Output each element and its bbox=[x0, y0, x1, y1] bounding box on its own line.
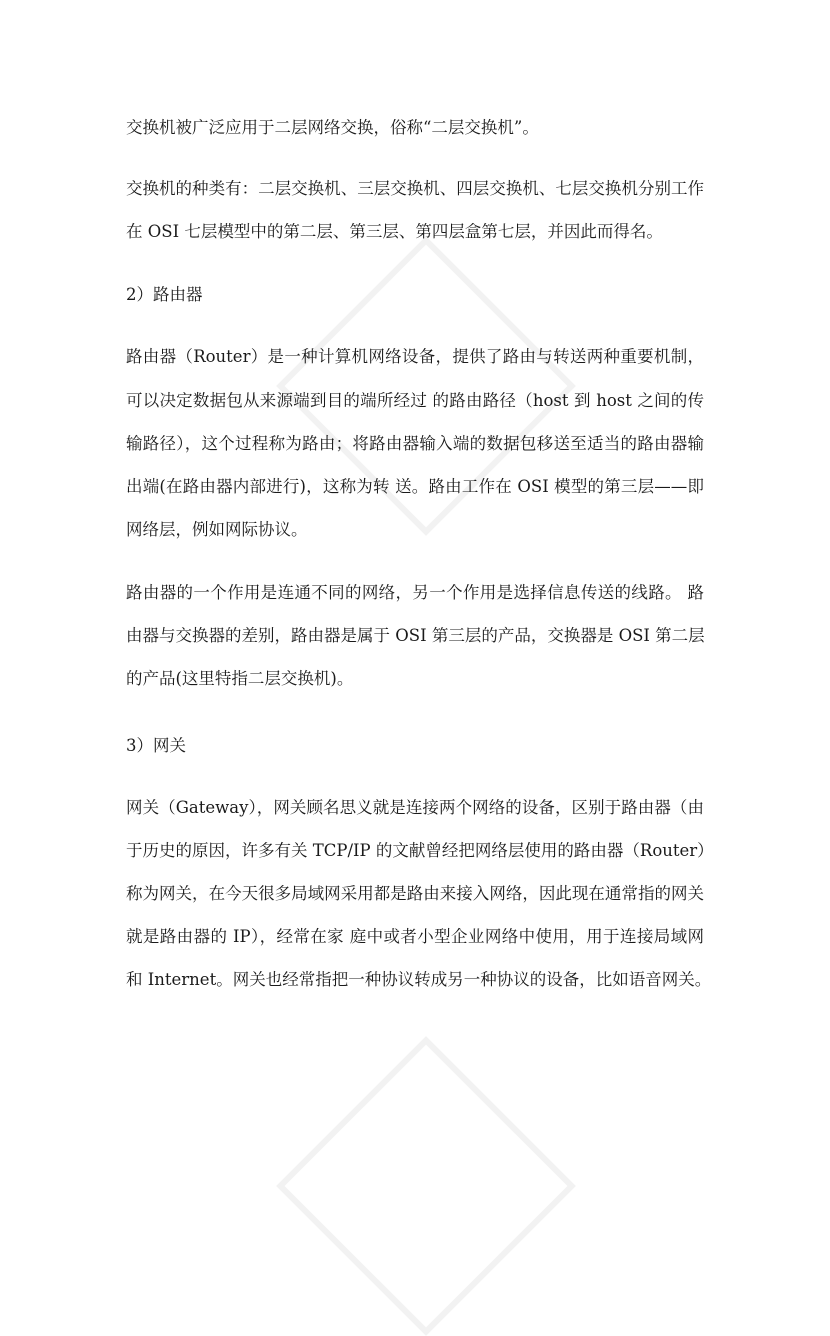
paragraph-router-definition-line: 输路径），这个过程称为路由；将路由器输入端的数据包移送至适当的路由器输 bbox=[126, 434, 704, 453]
paragraph-router-definition-line: 可以决定数据包从来源端到目的端所经过 的路由路径（host 到 host 之间的传 bbox=[126, 391, 704, 410]
paragraph-router-function-line: 由器与交换器的差别，路由器是属于 OSI 第三层的产品，交换器是 OSI 第二层 bbox=[126, 626, 705, 645]
paragraph-gateway-line: 称为网关，在今天很多局域网采用都是路由来接入网络，因此现在通常指的网关 bbox=[126, 884, 704, 903]
paragraph-router-definition-line: 路由器（Router）是一种计算机网络设备，提供了路由与转送两种重要机制， bbox=[126, 347, 704, 366]
paragraph-router-function-line: 的产品(这里特指二层交换机)。 bbox=[126, 669, 354, 688]
paragraph-router-function-line: 路由器的一个作用是连通不同的网络，另一个作用是选择信息传送的线路。 路 bbox=[126, 583, 704, 602]
paragraph-router-definition-line: 网络层，例如网际协议。 bbox=[126, 520, 308, 539]
paragraph-switch-types-line: 交换机的种类有：二层交换机、三层交换机、四层交换机、七层交换机分别工作 bbox=[126, 179, 704, 198]
paragraph-gateway-line: 和 Internet。网关也经常指把一种协议转成另一种协议的设备，比如语音网关。 bbox=[126, 970, 712, 989]
paragraph-router-definition-line: 出端(在路由器内部进行)，这称为转 送。路由工作在 OSI 模型的第三层——即 bbox=[126, 477, 704, 496]
paragraph-switch-intro: 交换机被广泛应用于二层网络交换，俗称“二层交换机”。 bbox=[126, 118, 539, 137]
section-heading-gateway: 3）网关 bbox=[126, 736, 186, 755]
section-heading-router: 2）路由器 bbox=[126, 285, 203, 304]
paragraph-switch-types-line: 在 OSI 七层模型中的第二层、第三层、第四层盒第七层，并因此而得名。 bbox=[126, 222, 663, 241]
paragraph-gateway-line: 就是路由器的 IP），经常在家 庭中或者小型企业网络中使用，用于连接局域网 bbox=[126, 927, 704, 946]
paragraph-gateway-line: 网关（Gateway），网关顾名思义就是连接两个网络的设备，区别于路由器（由 bbox=[126, 798, 704, 817]
paragraph-gateway-line: 于历史的原因，许多有关 TCP/IP 的文献曾经把网络层使用的路由器（Router） bbox=[126, 841, 714, 860]
